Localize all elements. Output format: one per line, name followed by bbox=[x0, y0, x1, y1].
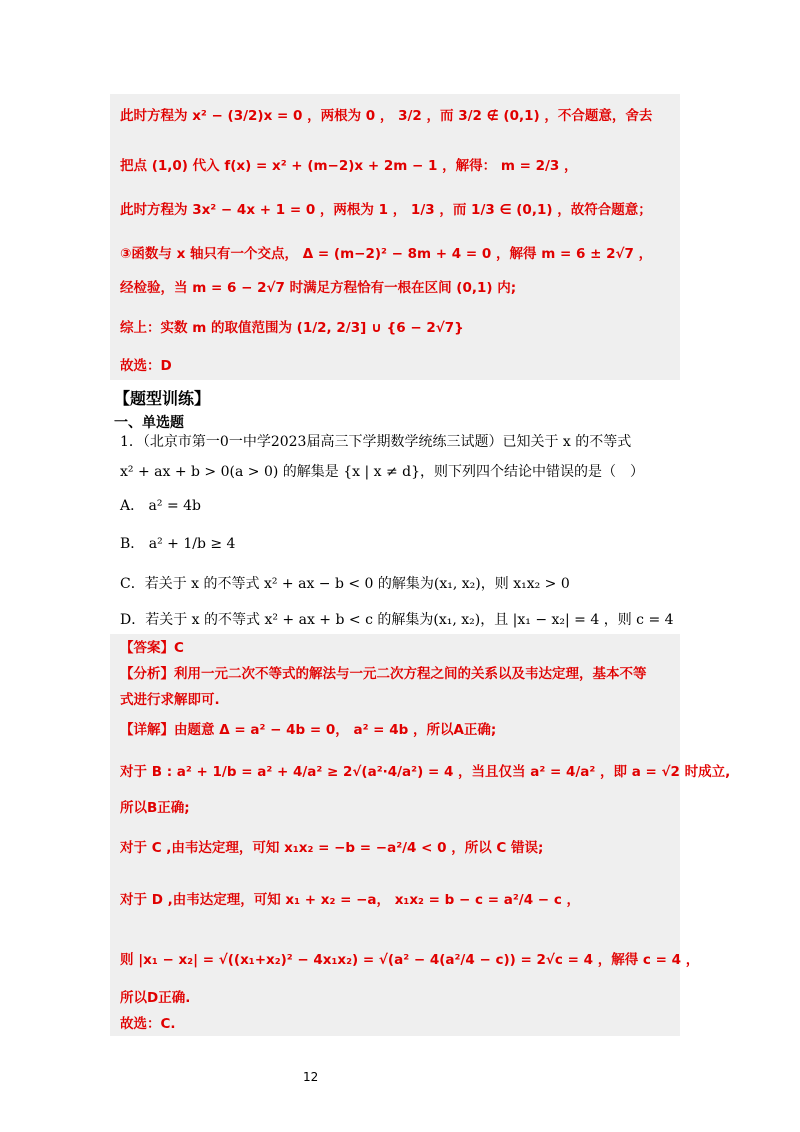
page-number: 12 bbox=[303, 1070, 319, 1084]
solution-line-4: ③函数与 x 轴只有一个交点， Δ = (m−2)² − 8m + 4 = 0 ，解得 m = 6 ± 2√7 ， bbox=[120, 246, 653, 262]
solution-line-7: 故选：D bbox=[120, 358, 172, 374]
option-c: C．若关于 x 的不等式 x² + ax − b < 0 的解集为(x₁, x₂)，则 x₁x₂ > 0 bbox=[120, 576, 570, 592]
detail-line-2: 对于 B : a² + 1/b = a² + 4/a² ≥ 2√(a²·4/a²) = 4 ，当且仅当 a² = 4/a² ，即 a = √2 时成立, bbox=[120, 764, 731, 780]
analysis-line-2: 式进行求解即可. bbox=[120, 692, 220, 708]
solution-line-5: 经检验，当 m = 6 − 2√7 时满足方程恰有一根在区间 (0,1) 内; bbox=[120, 280, 517, 296]
detail-line-3: 所以B正确; bbox=[120, 800, 190, 816]
option-a: A． a² = 4b bbox=[120, 498, 202, 514]
option-d: D．若关于 x 的不等式 x² + ax + b < c 的解集为(x₁, x₂)，且 |x₁ − x₂| = 4 ，则 c = 4 bbox=[120, 612, 674, 628]
question-stem-line-2: x² + ax + b > 0(a > 0) 的解集是 {x | x ≠ d}，则下列四个结论中错误的是（ ） bbox=[120, 464, 645, 480]
detail-line-8: 故选：C. bbox=[120, 1016, 176, 1032]
detail-line-4: 对于 C ,由韦达定理，可知 x₁x₂ = −b = −a²/4 < 0 ，所以 C 错误; bbox=[120, 840, 544, 856]
answer-label: 【答案】C bbox=[120, 640, 184, 656]
solution-line-1: 此时方程为 x² − (3/2)x = 0 ，两根为 0 ， 3/2 ，而 3/2 ∉ (0,1) ，不合题意，舍去 bbox=[120, 108, 653, 124]
detail-line-1: 【详解】由题意 Δ = a² − 4b = 0， a² = 4b ，所以A正确; bbox=[120, 722, 497, 738]
section-title: 【题型训练】 bbox=[114, 389, 211, 408]
detail-line-7: 所以D正确. bbox=[120, 990, 191, 1006]
question-stem-line-1: 1．（北京市第一0一中学2023届高三下学期数学统练三试题）已知关于 x 的不等式 bbox=[120, 434, 632, 450]
option-b: B． a² + 1/b ≥ 4 bbox=[120, 536, 236, 552]
solution-line-6: 综上：实数 m 的取值范围为 (1/2, 2/3] ∪ {6 − 2√7} bbox=[120, 320, 464, 336]
solution-line-2: 把点 (1,0) 代入 f(x) = x² + (m−2)x + 2m − 1 ，解得： m = 2/3 ， bbox=[120, 158, 578, 174]
detail-line-6: 则 |x₁ − x₂| = √((x₁+x₂)² − 4x₁x₂) = √(a² − 4(a²/4 − c)) = 2√c = 4 ，解得 c = 4 ， bbox=[120, 952, 700, 968]
analysis-line-1: 【分析】利用一元二次不等式的解法与一元二次方程之间的关系以及韦达定理，基本不等 bbox=[120, 666, 647, 682]
subsection-title: 一、单选题 bbox=[114, 415, 184, 431]
solution-line-3: 此时方程为 3x² − 4x + 1 = 0 ，两根为 1 ， 1/3 ，而 1/3 ∈ (0,1) ，故符合题意； bbox=[120, 202, 652, 218]
detail-line-5: 对于 D ,由韦达定理，可知 x₁ + x₂ = −a， x₁x₂ = b − c = a²/4 − c ， bbox=[120, 892, 581, 908]
